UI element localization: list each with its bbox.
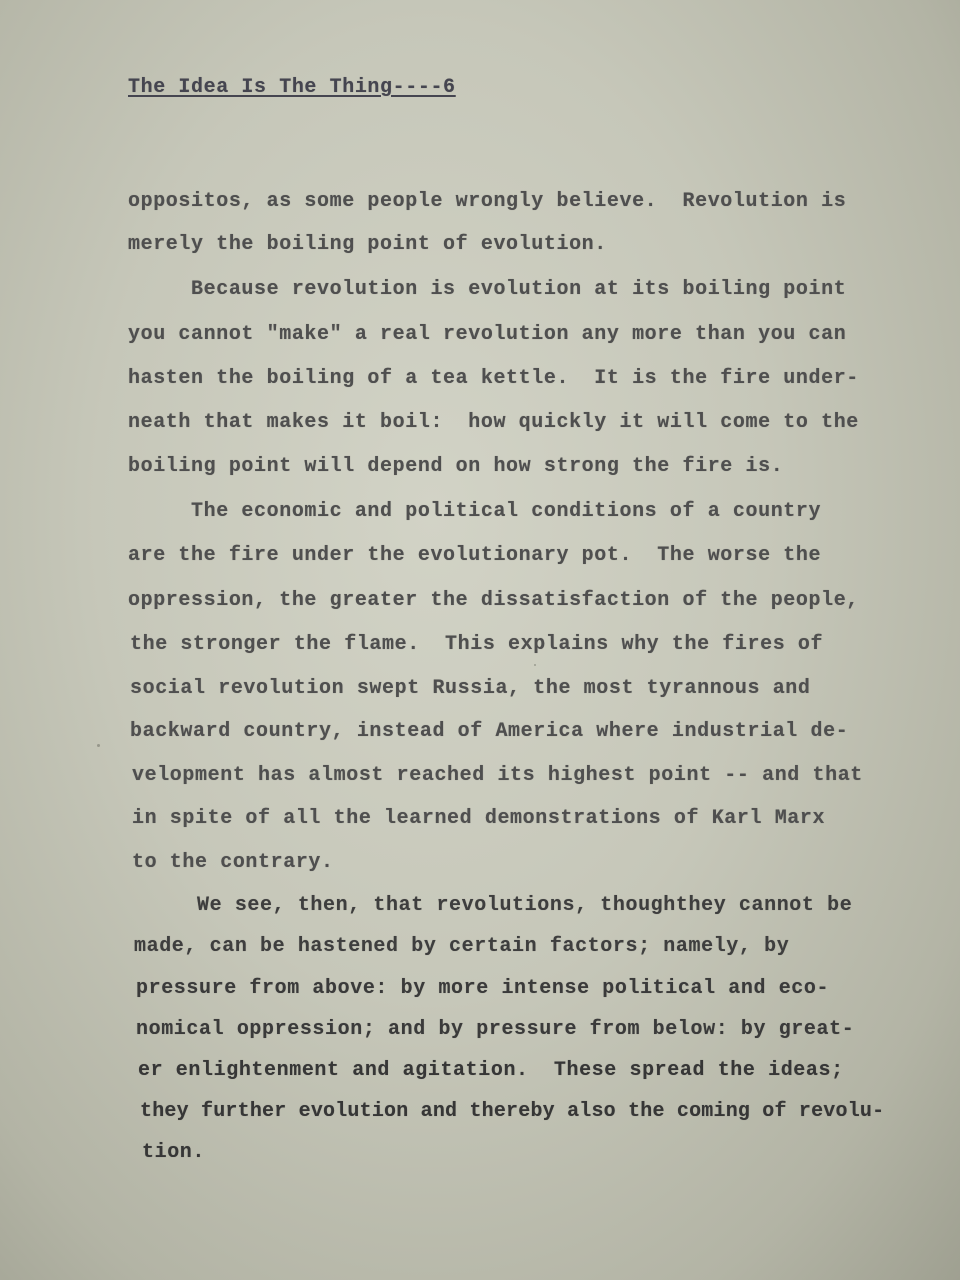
text-line: velopment has almost reached its highest point -- and that [132,764,863,787]
text-line: they further evolution and thereby also the coming of revolu- [140,1100,885,1123]
text-line: to the contrary. [132,851,334,874]
text-line: backward country, instead of America where industrial de- [130,720,849,743]
text-line: in spite of all the learned demonstrations of Karl Marx [132,807,826,830]
text-line: social revolution swept Russia, the most tyrannous and [130,677,811,700]
paper-speck [97,744,100,747]
text-line: nomical oppression; and by pressure from below: by great- [136,1018,855,1041]
text-line: made, can be hastened by certain factors; namely, by [134,935,790,958]
text-line: tion. [142,1141,206,1164]
text-line: oppression, the greater the dissatisfaction of the people, [128,589,859,612]
text-line: pressure from above: by more intense political and eco- [136,977,830,1000]
text-line: hasten the boiling of a tea kettle. It is the fire under- [128,367,859,390]
text-line: merely the boiling point of evolution. [128,233,607,256]
text-line: The economic and political conditions of a country [128,500,822,523]
page-header-title: The Idea Is The Thing----6 [128,76,456,99]
text-line: oppositos, as some people wrongly believe. Revolution is [128,190,847,213]
text-line: er enlightenment and agitation. These spread the ideas; [138,1059,844,1082]
text-line: are the fire under the evolutionary pot. The worse the [128,544,822,567]
text-line: you cannot "make" a real revolution any more than you can [128,323,847,346]
text-line: neath that makes it boil: how quickly it will come to the [128,411,859,434]
text-line: boiling point will depend on how strong the fire is. [128,455,784,478]
text-line: Because revolution is evolution at its boiling point [128,278,847,301]
text-line: the stronger the flame. This explains why the fires of [130,633,824,656]
paper-speck [534,664,536,666]
text-line: We see, then, that revolutions, thoughthey cannot be [134,894,853,917]
